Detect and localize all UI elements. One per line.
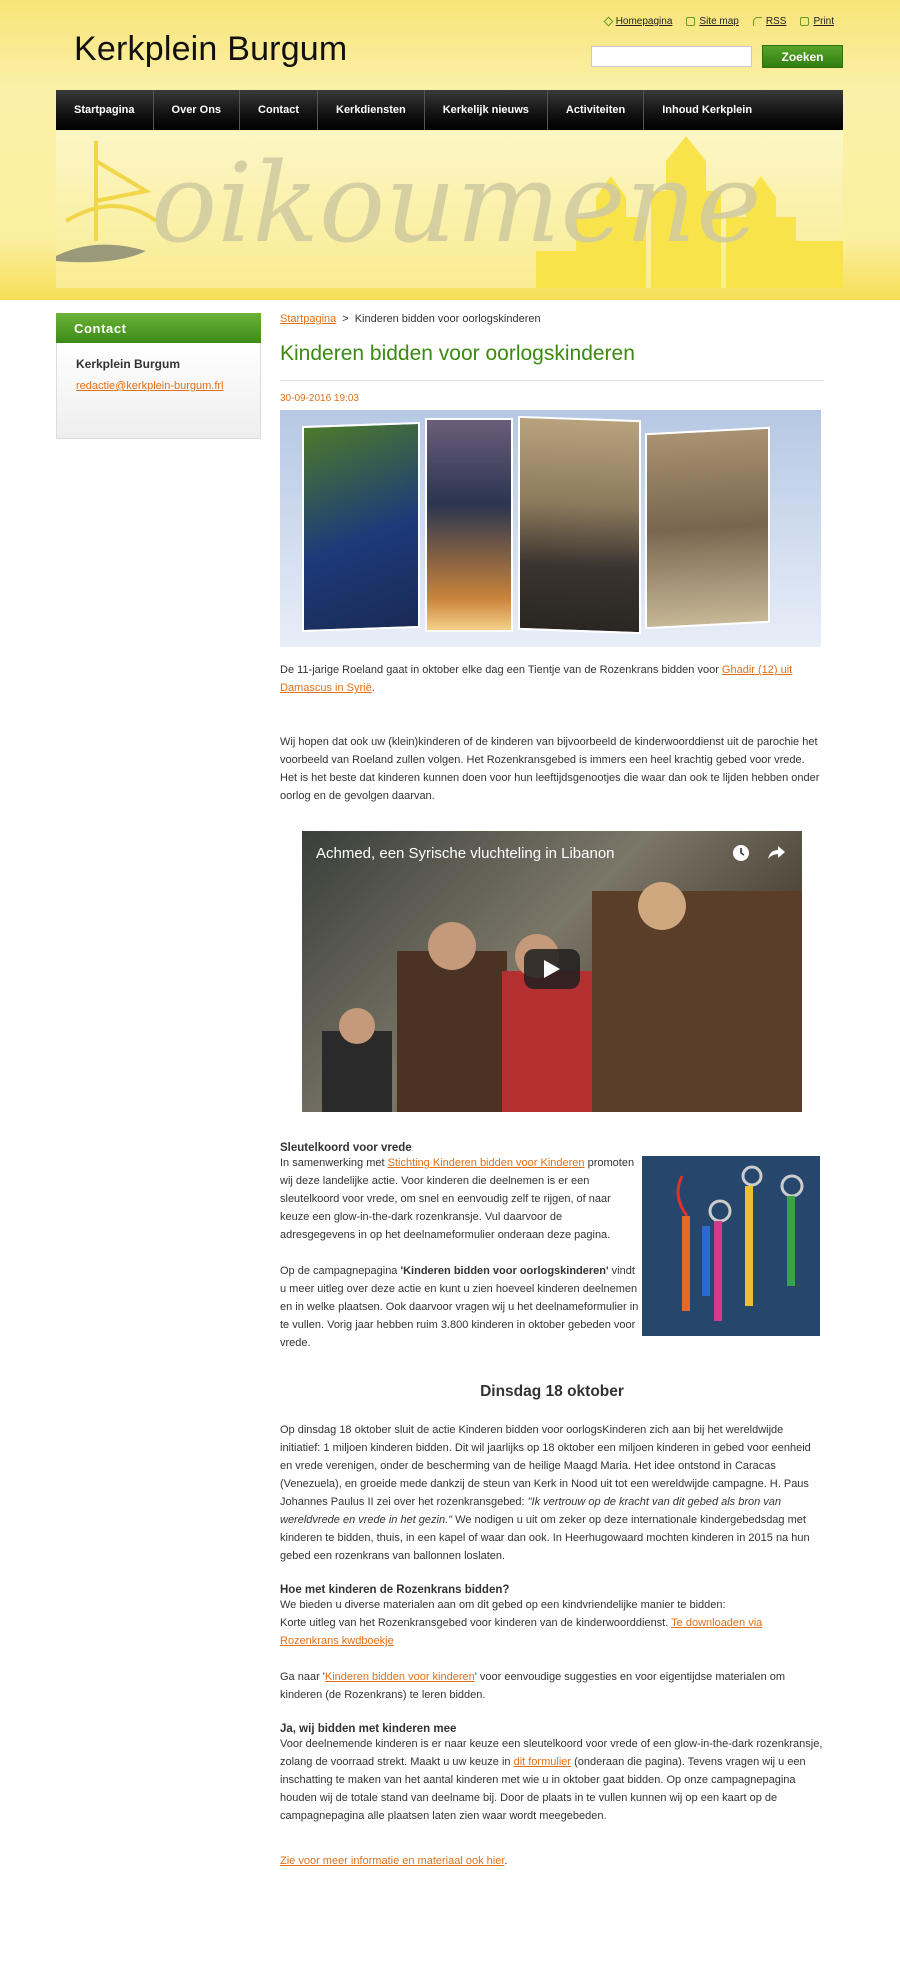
search-input[interactable] (591, 46, 752, 67)
section-sleutelkoord (280, 1142, 824, 1352)
section-heading-sleutelkoord: Sleutelkoord voor vrede (280, 1142, 412, 1154)
print-icon (800, 17, 809, 26)
formulier-link[interactable]: dit formulier (513, 1756, 572, 1768)
main-navigation (56, 90, 843, 130)
nav-item-activiteiten[interactable]: Activiteiten (548, 90, 644, 130)
ghadir-link[interactable]: Ghadir (12) uit Damascus in Syrië (280, 664, 793, 694)
quicklink-sitemap[interactable]: Site map (686, 16, 738, 27)
section-heading-dinsdag: Dinsdag 18 oktober (480, 1383, 624, 1400)
nav-item-kerkdiensten[interactable]: Kerkdiensten (318, 90, 425, 130)
photo-ruined-building (645, 427, 770, 630)
breadcrumb-home-link[interactable]: Startpagina (280, 313, 337, 325)
share-icon[interactable] (766, 845, 786, 861)
dinsdag-paragraph: Op dinsdag 18 oktober sluit de actie Kinderen bidden voor oorlogsKinderen zich aan bij het wereldwijde initiatief: 1 miljoen kinderen bidden. Dit wil jaarlijks op 18 oktober een miljoen kinderen in gebed voor eenheid en vrede verenigen, onder de bescherming van de heilige Maagd Maria. Het idee ontstond in Caracas (Venezuela), en groeide mede dankzij de steun van Kerk in Nood uit tot een wereldwijde campagne. H. Paus Johannes Paulus II zei over het rozenkransgebed: "Ik vertrouw op de kracht van dit gebed als bron van wereldvrede en vrede in het gezin." We nodigen u uit om zeker op deze internationale kindergebedsdag met kinderen te bidden, thuis, in een kapel of waar dan ook. In Heerhugowaard mochten kinderen in 2015 na hun gebed een rozenkrans van ballonnen loslaten. (280, 1424, 811, 1562)
play-icon (544, 960, 560, 978)
site-header (0, 0, 900, 300)
keycord-beads-image (642, 1156, 820, 1336)
hero-photo-collage (280, 410, 821, 647)
nav-item-startpagina[interactable]: Startpagina (56, 90, 154, 130)
photo-boy-with-statue (302, 422, 420, 632)
title-divider (280, 380, 824, 381)
watch-later-icon[interactable] (732, 844, 750, 862)
page-title: Kinderen bidden voor oorlogskinderen (280, 342, 635, 365)
photo-boy-in-street (518, 416, 641, 634)
meer-informatie-link[interactable]: Zie voor meer informatie en materiaal ook hier (280, 1855, 505, 1867)
contact-name: Kerkplein Burgum (76, 357, 181, 371)
nav-item-kerkelijk-nieuws[interactable]: Kerkelijk nieuws (425, 90, 548, 130)
paragraph-example-roeland: Wij hopen dat ook uw (klein)kinderen of de kinderen van bijvoorbeeld de kinderwoorddienst uit de parochie het voorbeeld van Roeland zullen volgen. Het Rozenkransgebed is immers een heel krachtig gebed voor vrede. Het is het beste dat kinderen kunnen doen voor hun leeftijdsgenootjes die waar dan ook te lijden hebben onder oorlog en de gevolgen daarvan. (280, 736, 820, 802)
kinderen-bidden-link[interactable]: Kinderen bidden voor kinderen (324, 1671, 475, 1683)
kinderen-bidden-paragraph: Ga naar 'Kinderen bidden voor kinderen' voor eenvoudige suggesties en voor eigentijdse materialen om kinderen (de Rozenkrans) te leren bidden. (280, 1671, 786, 1701)
breadcrumb (280, 313, 824, 325)
banner-logo-text: oikoumene (151, 139, 762, 267)
section-heading-ja-wij-bidden: Ja, wij bidden met kinderen mee (280, 1723, 457, 1735)
site-title[interactable]: Kerkplein Burgum (74, 30, 348, 68)
header-banner (56, 131, 843, 288)
quick-links (605, 16, 834, 27)
nav-item-inhoud-kerkplein[interactable]: Inhoud Kerkplein (662, 104, 753, 116)
rss-icon (753, 17, 762, 26)
contact-email-link[interactable]: redactie@kerkplein-burgum.frl (76, 380, 224, 392)
sitemap-icon (686, 17, 695, 26)
play-button[interactable] (524, 949, 580, 989)
nav-item-over-ons[interactable]: Over Ons (154, 90, 241, 130)
quicklink-print[interactable]: Print (800, 16, 834, 27)
home-icon (603, 17, 613, 27)
photo-church-altar (425, 418, 513, 632)
keycord-photo (642, 1156, 820, 1336)
quicklink-rss[interactable]: RSS (753, 16, 787, 27)
main-content (280, 313, 824, 1870)
quicklink-home[interactable]: Homepagina (605, 16, 673, 27)
breadcrumb-current: Kinderen bidden voor oorlogskinderen (354, 313, 541, 325)
sidebar-heading: Contact (56, 313, 261, 343)
final-paragraph: Zie voor meer informatie en materiaal ook hier. (280, 1855, 508, 1867)
article-date: 30-09-2016 19:03 (280, 393, 359, 404)
video-player[interactable] (302, 831, 802, 1112)
rozenkrans-paragraph: We bieden u diverse materialen aan om dit gebed op een kindvriendelijke manier te bidden: Korte uitleg van het Rozenkransgebed voor kinderen van de kinderwoorddienst. Te downloaden via Rozenkrans kwdboekje (280, 1599, 763, 1647)
search-button[interactable]: Zoeken (762, 45, 843, 68)
ja-wij-bidden-paragraph: Voor deelnemende kinderen is er naar keuze een sleutelkoord voor vrede of een glow-in-the-dark rozenkransje, zolang de voorraad strekt. Maakt u uw keuze in dit formulier (onderaan die pagina). Tevens vragen wij u een inschatting te maken van het aantal kinderen met wie u in oktober gaat bidden. Op onze campagnepagina houden wij de totale stand van deelname bij. Door de plaats in te vullen kunnen wij op een kaart op de campagnepagina alle plaatsen laten zien waar wordt meegebeden. (280, 1738, 823, 1822)
intro-paragraph: De 11-jarige Roeland gaat in oktober elke dag een Tientje van de Rozenkrans bidden voor Ghadir (12) uit Damascus in Syrië. (280, 664, 793, 694)
oikoumene-logo-banner (56, 131, 843, 288)
section-heading-rozenkrans: Hoe met kinderen de Rozenkrans bidden? (280, 1584, 510, 1596)
sleutelkoord-paragraph-1: In samenwerking met Stichting Kinderen bidden voor Kinderen promoten wij deze landelijke actie. Voor kinderen die deelnemen is er een sleutelkoord voor vrede, om snel en eenvoudig zelf te rijgen, of naar keuze een glow-in-the-dark rozenkransje. Vul daarvoor de adresgegevens in op het deelnameformulier onderaan deze pagina. (280, 1157, 635, 1241)
video-title[interactable]: Achmed, een Syrische vluchteling in Libanon (316, 845, 615, 862)
stichting-link[interactable]: Stichting Kinderen bidden voor Kinderen (387, 1157, 585, 1169)
nav-item-contact[interactable]: Contact (240, 90, 318, 130)
download-kwdboekje-link[interactable]: Te downloaden via Rozenkrans kwdboekje (280, 1617, 763, 1647)
breadcrumb-separator: > (342, 313, 349, 325)
boat-logo (66, 141, 156, 241)
sidebar (56, 313, 261, 439)
sidebar-contact-box (56, 343, 261, 439)
sleutelkoord-paragraph-2: Op de campagnepagina 'Kinderen bidden voor oorlogskinderen' vindt u meer uitleg over deze actie en kunt u zien hoeveel kinderen deelnemen en in welke plaatsen. Ook daarvoor vragen wij u het deelnameformulier in te vullen. Vorig jaar hebben ruim 3.800 kinderen in oktober gebeden voor vrede. (280, 1265, 639, 1349)
